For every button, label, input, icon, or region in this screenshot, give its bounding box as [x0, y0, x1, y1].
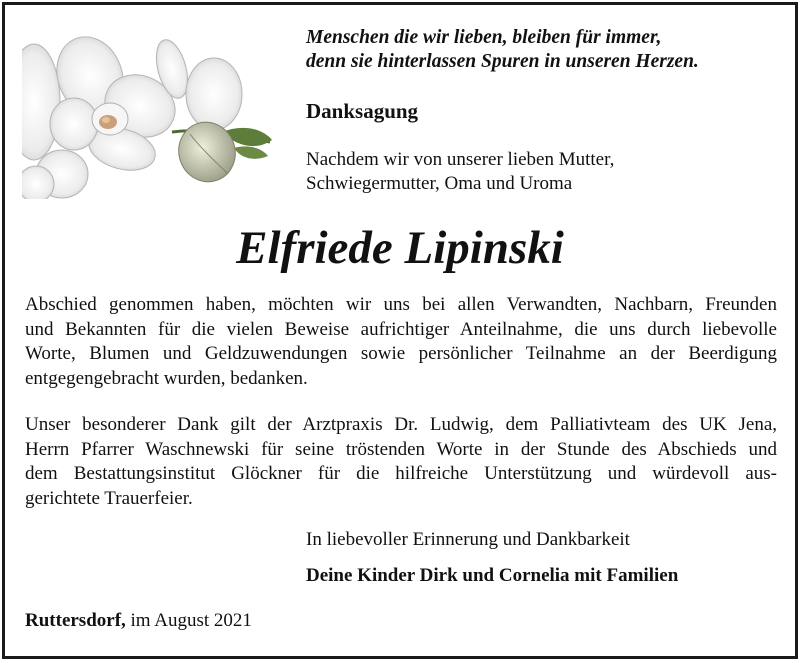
- paragraph-line: dem Bestattungsinstitut Glöckner für die hilfreiche Unterstützung und würdevoll aus-: [25, 463, 777, 484]
- closing-line: In liebevoller Erinnerung und Dankbarkeit: [306, 529, 630, 550]
- paragraph-line: Abschied genommen haben, möchten wir uns bei allen Verwandten, Nachbarn, Freunden: [25, 294, 777, 315]
- place: Ruttersdorf,: [25, 610, 126, 631]
- paragraph-line: Worte, Blumen und Geldzuwendungen sowie persönlicher Teilnahme an der Beerdigung: [25, 343, 777, 364]
- deceased-name: Elfriede Lipinski: [236, 222, 564, 274]
- intro-line-2: Schwiegermutter, Oma und Uroma: [306, 173, 573, 194]
- paragraph-special-thanks: [25, 413, 777, 511]
- signature: Deine Kinder Dirk und Cornelia mit Familien: [306, 565, 679, 586]
- heading: Danksagung: [306, 99, 419, 123]
- paragraph-line: Unser besonderer Dank gilt der Arztpraxis Dr. Ludwig, dem Palliativteam des UK Jena,: [25, 414, 777, 435]
- paragraph-line: Herrn Pfarrer Waschnewski für seine tröstenden Worte in der Stunde des Abschieds und: [25, 438, 777, 460]
- place-date: [25, 609, 252, 633]
- date: im August 2021: [130, 610, 252, 631]
- intro-line-1: Nachdem wir von unserer lieben Mutter,: [306, 149, 615, 170]
- orchid-image: [22, 24, 277, 199]
- paragraph-line: gerichtete Trauerfeier.: [25, 487, 193, 509]
- intro: [306, 148, 614, 196]
- motto: [306, 26, 699, 74]
- paragraph-thanks: [25, 293, 777, 391]
- motto-line-2: denn sie hinterlassen Spuren in unseren Herzen.: [306, 51, 699, 72]
- motto-line-1: Menschen die wir lieben, bleiben für immer,: [306, 27, 662, 48]
- paragraph-line: und Bekannten für die vielen Beweise aufrichtiger Anteilnahme, die uns durch liebevolle: [25, 318, 777, 340]
- paragraph-line: entgegengebracht wurden, bedanken.: [25, 367, 308, 389]
